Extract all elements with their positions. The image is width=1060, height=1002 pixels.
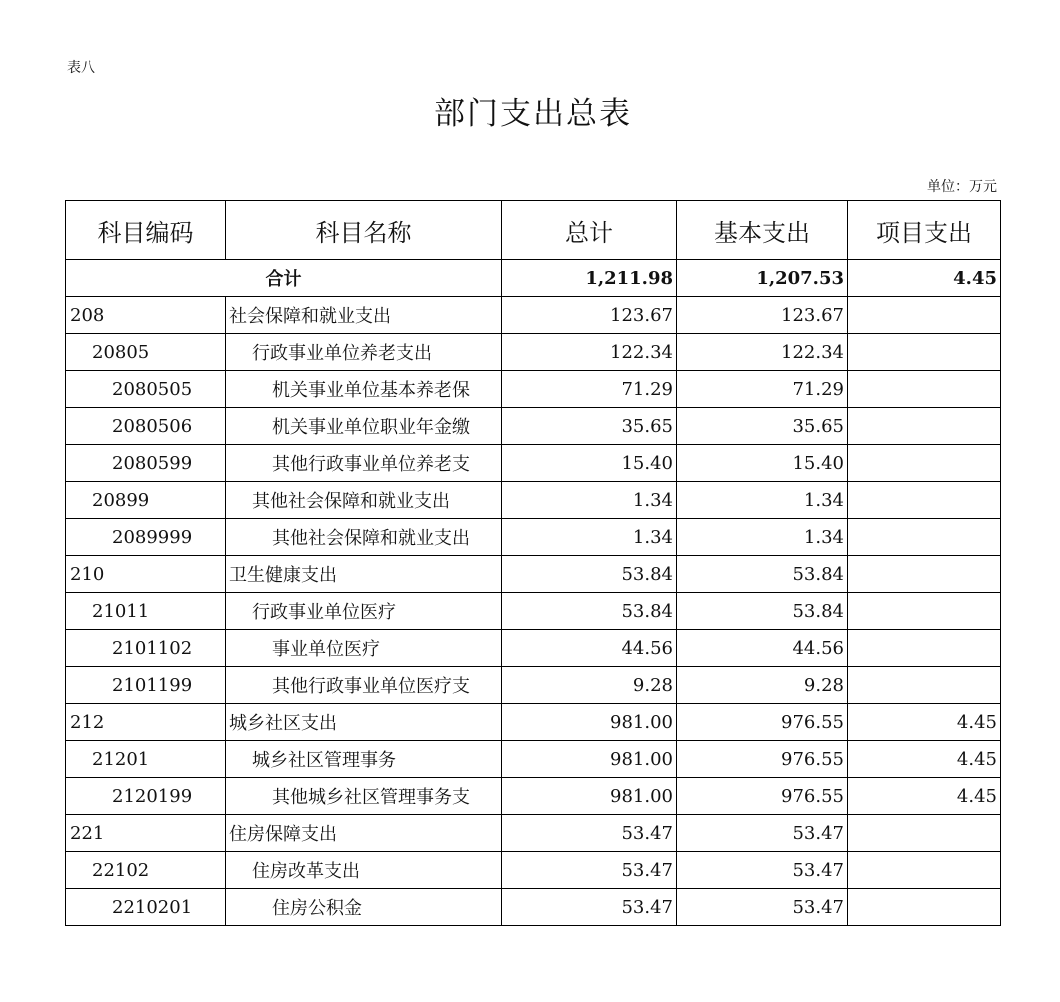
row-basic: 123.67 — [677, 297, 848, 334]
row-project: 4.45 — [848, 741, 1001, 778]
row-total: 981.00 — [502, 704, 677, 741]
row-project — [848, 482, 1001, 519]
row-project — [848, 852, 1001, 889]
row-code: 2089999 — [66, 519, 226, 556]
table-row — [66, 630, 1001, 667]
row-basic: 53.47 — [677, 815, 848, 852]
table-row — [66, 889, 1001, 926]
row-total: 53.47 — [502, 889, 677, 926]
row-project — [848, 593, 1001, 630]
row-total: 53.84 — [502, 593, 677, 630]
row-code: 20805 — [66, 334, 226, 371]
row-basic: 976.55 — [677, 704, 848, 741]
row-code: 221 — [66, 815, 226, 852]
row-name: 其他社会保障和就业支出 — [226, 519, 502, 556]
row-name: 城乡社区支出 — [226, 704, 502, 741]
row-basic: 15.40 — [677, 445, 848, 482]
header-total: 总计 — [502, 201, 677, 260]
header-row — [66, 201, 1001, 260]
row-project — [848, 889, 1001, 926]
row-code: 22102 — [66, 852, 226, 889]
row-name: 其他行政事业单位养老支 — [226, 445, 502, 482]
header-code: 科目编码 — [66, 201, 226, 260]
row-project: 4.45 — [848, 778, 1001, 815]
table-row — [66, 815, 1001, 852]
row-name: 机关事业单位基本养老保 — [226, 371, 502, 408]
row-basic: 9.28 — [677, 667, 848, 704]
row-project — [848, 815, 1001, 852]
row-code: 2120199 — [66, 778, 226, 815]
row-code: 2080506 — [66, 408, 226, 445]
table-row — [66, 556, 1001, 593]
row-basic: 53.47 — [677, 852, 848, 889]
table-row — [66, 408, 1001, 445]
row-name: 城乡社区管理事务 — [226, 741, 502, 778]
header-basic: 基本支出 — [677, 201, 848, 260]
row-project: 4.45 — [848, 704, 1001, 741]
total-label: 合计 — [66, 260, 502, 297]
row-total: 53.47 — [502, 815, 677, 852]
row-total: 53.47 — [502, 852, 677, 889]
row-name: 社会保障和就业支出 — [226, 297, 502, 334]
row-name: 行政事业单位养老支出 — [226, 334, 502, 371]
table-row — [66, 741, 1001, 778]
table-row — [66, 593, 1001, 630]
row-basic: 53.47 — [677, 889, 848, 926]
row-total: 53.84 — [502, 556, 677, 593]
row-project — [848, 630, 1001, 667]
row-project — [848, 297, 1001, 334]
row-code: 210 — [66, 556, 226, 593]
row-code: 2101199 — [66, 667, 226, 704]
row-project — [848, 556, 1001, 593]
row-basic: 71.29 — [677, 371, 848, 408]
row-project — [848, 408, 1001, 445]
row-code: 21201 — [66, 741, 226, 778]
row-project — [848, 519, 1001, 556]
header-project: 项目支出 — [848, 201, 1001, 260]
table-row — [66, 445, 1001, 482]
row-basic: 1.34 — [677, 519, 848, 556]
row-basic: 44.56 — [677, 630, 848, 667]
row-total: 15.40 — [502, 445, 677, 482]
row-basic: 35.65 — [677, 408, 848, 445]
total-sum: 1,211.98 — [502, 260, 677, 297]
row-total: 123.67 — [502, 297, 677, 334]
row-total: 9.28 — [502, 667, 677, 704]
row-total: 1.34 — [502, 519, 677, 556]
table-row — [66, 482, 1001, 519]
row-basic: 53.84 — [677, 556, 848, 593]
row-basic: 976.55 — [677, 741, 848, 778]
table-row — [66, 704, 1001, 741]
row-total: 44.56 — [502, 630, 677, 667]
row-basic: 53.84 — [677, 593, 848, 630]
table-row — [66, 778, 1001, 815]
row-code: 212 — [66, 704, 226, 741]
row-name: 其他社会保障和就业支出 — [226, 482, 502, 519]
row-name: 其他行政事业单位医疗支 — [226, 667, 502, 704]
row-total: 981.00 — [502, 741, 677, 778]
total-project: 4.45 — [848, 260, 1001, 297]
table-row — [66, 371, 1001, 408]
row-name: 事业单位医疗 — [226, 630, 502, 667]
row-name: 住房公积金 — [226, 889, 502, 926]
row-total: 122.34 — [502, 334, 677, 371]
row-basic: 1.34 — [677, 482, 848, 519]
row-code: 20899 — [66, 482, 226, 519]
table-number: 表八 — [67, 60, 95, 76]
row-project — [848, 334, 1001, 371]
row-name: 卫生健康支出 — [226, 556, 502, 593]
row-project — [848, 667, 1001, 704]
total-row — [66, 260, 1001, 297]
table-row — [66, 519, 1001, 556]
table-row — [66, 667, 1001, 704]
table-row — [66, 334, 1001, 371]
table-row — [66, 852, 1001, 889]
row-basic: 122.34 — [677, 334, 848, 371]
row-code: 2080599 — [66, 445, 226, 482]
row-total: 981.00 — [502, 778, 677, 815]
row-name: 住房保障支出 — [226, 815, 502, 852]
row-name: 行政事业单位医疗 — [226, 593, 502, 630]
row-total: 35.65 — [502, 408, 677, 445]
row-name: 住房改革支出 — [226, 852, 502, 889]
row-project — [848, 445, 1001, 482]
row-total: 71.29 — [502, 371, 677, 408]
unit-label: 单位：万元 — [927, 179, 997, 195]
row-name: 机关事业单位职业年金缴 — [226, 408, 502, 445]
page-title: 部门支出总表 — [434, 96, 632, 132]
total-basic: 1,207.53 — [677, 260, 848, 297]
row-total: 1.34 — [502, 482, 677, 519]
table-row — [66, 297, 1001, 334]
row-code: 2101102 — [66, 630, 226, 667]
expenditure-table — [65, 200, 1001, 926]
row-project — [848, 371, 1001, 408]
row-code: 208 — [66, 297, 226, 334]
row-name: 其他城乡社区管理事务支 — [226, 778, 502, 815]
row-code: 2210201 — [66, 889, 226, 926]
header-name: 科目名称 — [226, 201, 502, 260]
row-code: 2080505 — [66, 371, 226, 408]
row-basic: 976.55 — [677, 778, 848, 815]
row-code: 21011 — [66, 593, 226, 630]
